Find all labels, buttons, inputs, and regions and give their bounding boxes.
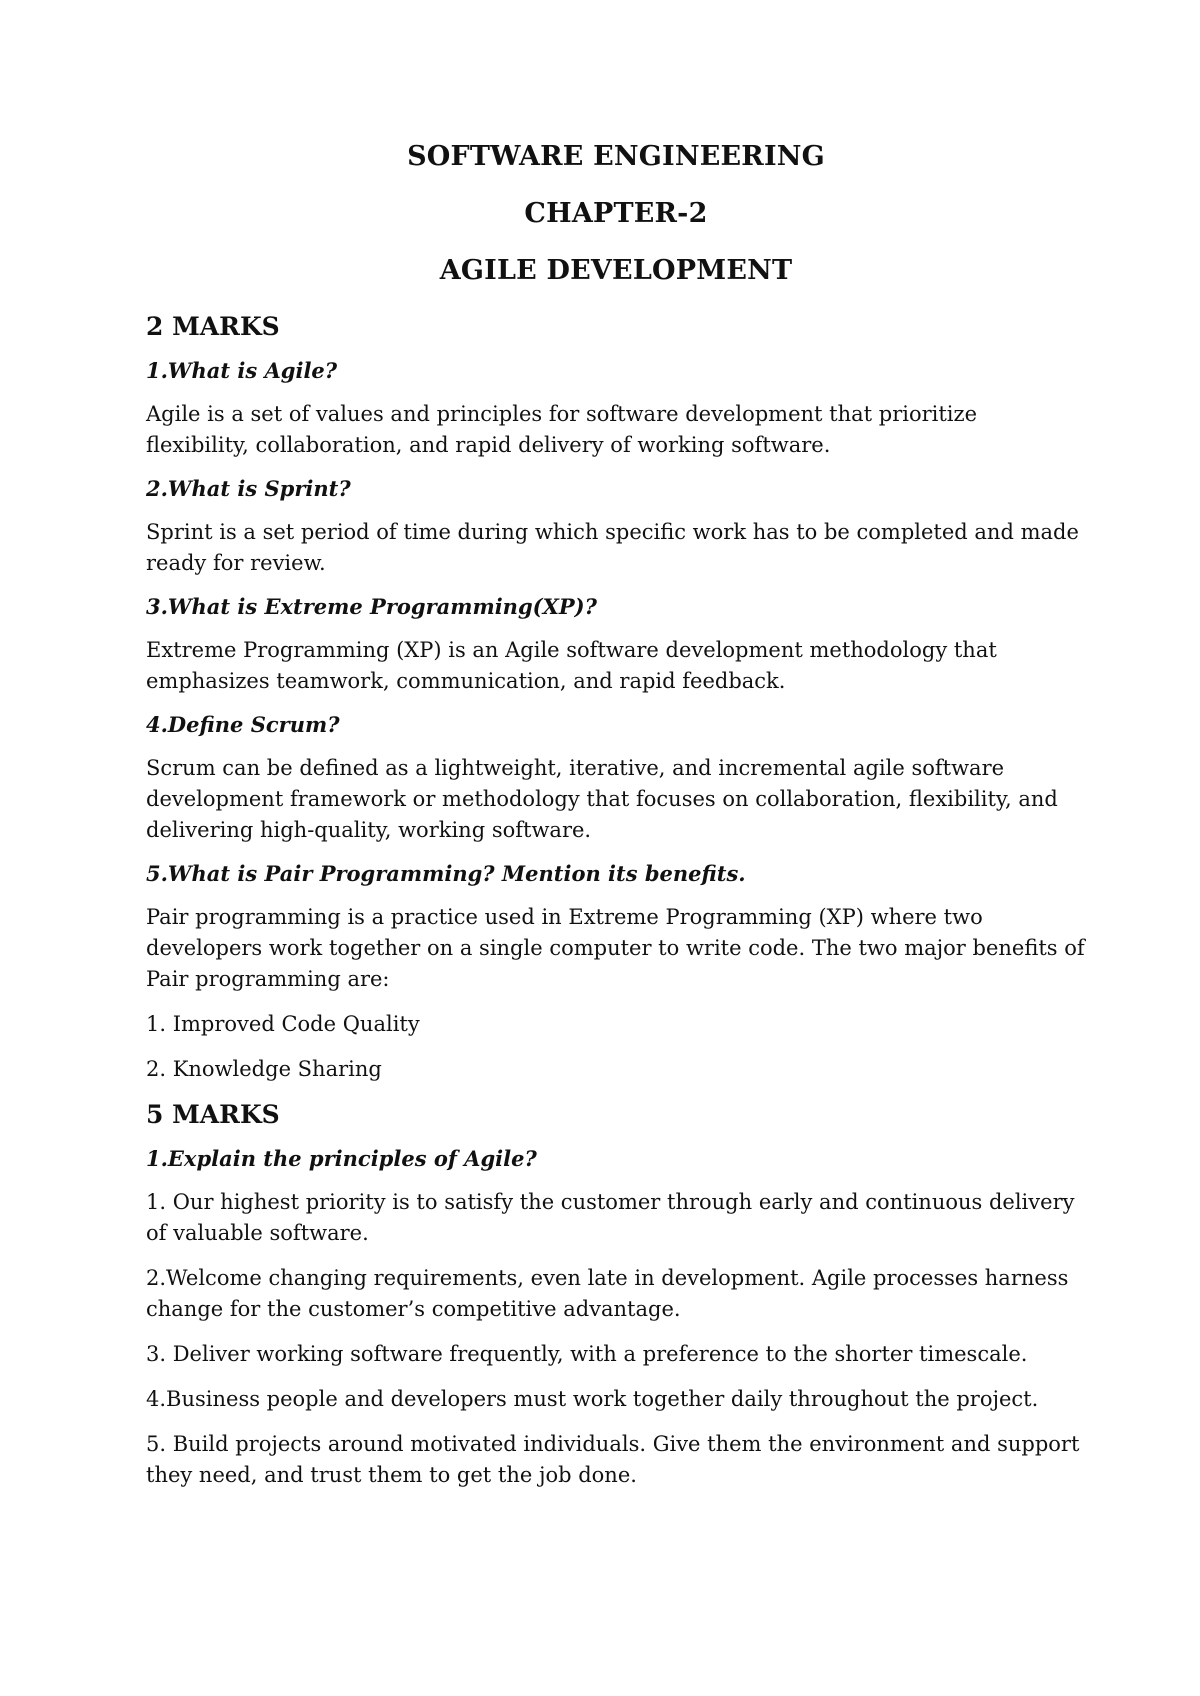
section-2-marks [146, 311, 1086, 1085]
section-5-marks-title: 5 MARKS [146, 1100, 280, 1129]
question-1: 1.What is Agile? [146, 358, 338, 383]
question-3: 3.What is Extreme Programming(XP)? [146, 594, 597, 619]
benefit-2: 2. Knowledge Sharing [146, 1057, 382, 1081]
principle-1: 1. Our highest priority is to satisfy the customer through early and continuous delivery of valuable software. [146, 1190, 1075, 1245]
topic-title: AGILE DEVELOPMENT [439, 255, 793, 286]
question-5m-1: 1.Explain the principles of Agile? [146, 1146, 537, 1171]
benefit-1: 1. Improved Code Quality [146, 1012, 420, 1036]
answer-1: Agile is a set of values and principles for software development that prioritize flexibility, collaboration, and rapid delivery of working software. [146, 402, 978, 457]
principle-5: 5. Build projects around motivated individuals. Give them the environment and support they need, and trust them to get the job done. [146, 1432, 1080, 1487]
document-page [146, 140, 1086, 1505]
document-header [146, 140, 1086, 288]
question-5: 5.What is Pair Programming? Mention its benefits. [146, 861, 746, 886]
course-title: SOFTWARE ENGINEERING [407, 141, 825, 172]
answer-4: Scrum can be defined as a lightweight, iterative, and incremental agile software development framework or methodology that focuses on collaboration, flexibility, and delivering high-quality, working software. [146, 756, 1058, 842]
answer-3: Extreme Programming (XP) is an Agile software development methodology that emphasizes teamwork, communication, and rapid feedback. [146, 638, 997, 693]
section-5-marks [146, 1099, 1086, 1491]
principle-4: 4.Business people and developers must work together daily throughout the project. [146, 1387, 1039, 1411]
principle-2: 2.Welcome changing requirements, even late in development. Agile processes harness change for the customer’s competitive advantage. [146, 1266, 1069, 1321]
answer-2: Sprint is a set period of time during which specific work has to be completed and made ready for review. [146, 520, 1079, 575]
agile-principles-list [146, 1187, 1086, 1491]
question-4: 4.Define Scrum? [146, 712, 340, 737]
chapter-title: CHAPTER-2 [524, 198, 708, 229]
section-2-marks-title: 2 MARKS [146, 312, 280, 341]
answer-5: Pair programming is a practice used in Extreme Programming (XP) where two developers work together on a single computer to write code. The two major benefits of Pair programming are: [146, 905, 1085, 991]
principle-3: 3. Deliver working software frequently, with a preference to the shorter timescale. [146, 1342, 1028, 1366]
question-2: 2.What is Sprint? [146, 476, 351, 501]
